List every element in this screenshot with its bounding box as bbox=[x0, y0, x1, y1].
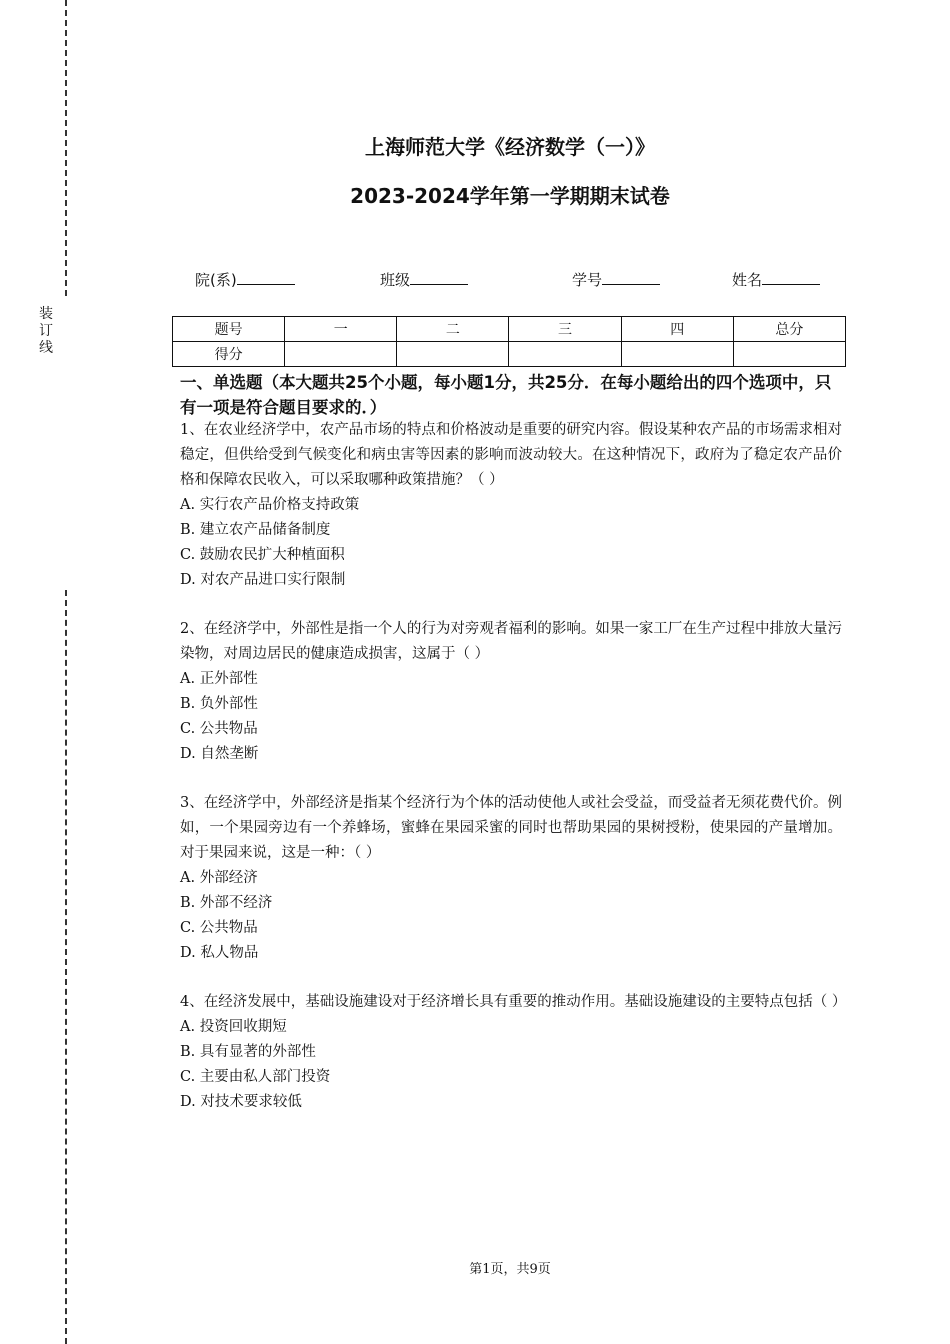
score-table-cell: 一 bbox=[285, 317, 397, 342]
question-stem: 3、在经济学中，外部经济是指某个经济行为个体的活动使他人或社会受益，而受益者无须花费代价。例如，一个果园旁边有一个养蜂场，蜜蜂在果园采蜜的同时也帮助果园的果树授粉，使果园的产量增加。对于果园来说，这是一种：（ ） bbox=[180, 795, 842, 861]
score-table-cell: 总分 bbox=[733, 317, 845, 342]
question-4 bbox=[180, 990, 847, 1115]
option-a: A. 实行农产品价格支持政策 bbox=[180, 497, 360, 513]
binding-char: 订 bbox=[39, 323, 53, 339]
option-d: D. 对农产品进口实行限制 bbox=[180, 572, 346, 588]
option-a: A. 外部经济 bbox=[180, 870, 258, 886]
option-c: C. 公共物品 bbox=[180, 721, 258, 737]
option-c: C. 公共物品 bbox=[180, 920, 258, 936]
score-cell[interactable] bbox=[285, 342, 397, 367]
score-table-header-row bbox=[173, 317, 846, 342]
binding-char: 线 bbox=[39, 340, 53, 356]
binding-line-bottom bbox=[65, 590, 67, 1344]
option-b: B. 具有显著的外部性 bbox=[180, 1044, 316, 1060]
section-heading: 一、单选题（本大题共25个小题，每小题1分，共25分．在每小题给出的四个选项中，只有一项是符合题目要求的．） bbox=[180, 373, 832, 417]
score-cell[interactable] bbox=[733, 342, 845, 367]
option-a: A. 投资回收期短 bbox=[180, 1019, 287, 1035]
department-blank[interactable] bbox=[237, 269, 295, 285]
score-table-cell: 题号 bbox=[173, 317, 285, 342]
option-b: B. 负外部性 bbox=[180, 696, 258, 712]
option-d: D. 自然垄断 bbox=[180, 746, 259, 762]
option-b: B. 外部不经济 bbox=[180, 895, 273, 911]
exam-title-line2: 2023-2024学年第一学期期末试卷 bbox=[350, 184, 670, 208]
question-stem: 1、在农业经济学中，农产品市场的特点和价格波动是重要的研究内容。假设某种农产品的市场需求相对稳定，但供给受到气候变化和病虫害等因素的影响而波动较大。在这种情况下，政府为了稳定农产品价格和保障农民收入，可以采取哪种政策措施？（ ） bbox=[180, 422, 842, 488]
score-cell[interactable] bbox=[397, 342, 509, 367]
score-table-cell: 四 bbox=[621, 317, 733, 342]
binding-char: 装 bbox=[39, 306, 53, 322]
score-cell[interactable] bbox=[621, 342, 733, 367]
question-1 bbox=[180, 418, 842, 593]
info-class bbox=[380, 269, 468, 290]
option-a: A. 正外部性 bbox=[180, 671, 258, 687]
info-student-id bbox=[572, 269, 660, 290]
question-3 bbox=[180, 791, 842, 966]
score-table-cell: 三 bbox=[509, 317, 621, 342]
binding-margin-label bbox=[37, 306, 55, 357]
question-stem: 2、在经济学中，外部性是指一个人的行为对旁观者福利的影响。如果一家工厂在生产过程中排放大量污染物，对周边居民的健康造成损害，这属于（ ） bbox=[180, 621, 842, 662]
info-label: 院(系) bbox=[195, 271, 237, 289]
option-b: B. 建立农产品储备制度 bbox=[180, 522, 331, 538]
score-cell[interactable] bbox=[509, 342, 621, 367]
option-d: D. 私人物品 bbox=[180, 945, 259, 961]
page-indicator: 第1页，共9页 bbox=[469, 1262, 551, 1277]
score-row-label: 得分 bbox=[173, 342, 285, 367]
student-id-blank[interactable] bbox=[602, 269, 660, 285]
name-blank[interactable] bbox=[762, 269, 820, 285]
question-list bbox=[180, 418, 847, 1139]
question-2 bbox=[180, 617, 842, 767]
info-department bbox=[195, 269, 295, 290]
info-name bbox=[732, 269, 820, 290]
exam-title-line1: 上海师范大学《经济数学（一）》 bbox=[365, 135, 655, 159]
info-label: 姓名 bbox=[732, 271, 763, 289]
class-blank[interactable] bbox=[410, 269, 468, 285]
option-d: D. 对技术要求较低 bbox=[180, 1094, 302, 1110]
option-c: C. 鼓励农民扩大种植面积 bbox=[180, 547, 345, 563]
score-table bbox=[172, 316, 846, 367]
score-table-score-row bbox=[173, 342, 846, 367]
option-c: C. 主要由私人部门投资 bbox=[180, 1069, 331, 1085]
info-label: 班级 bbox=[380, 271, 411, 289]
info-label: 学号 bbox=[572, 271, 603, 289]
score-table-cell: 二 bbox=[397, 317, 509, 342]
question-stem: 4、在经济发展中，基础设施建设对于经济增长具有重要的推动作用。基础设施建设的主要特点包括（ ） bbox=[180, 994, 847, 1010]
